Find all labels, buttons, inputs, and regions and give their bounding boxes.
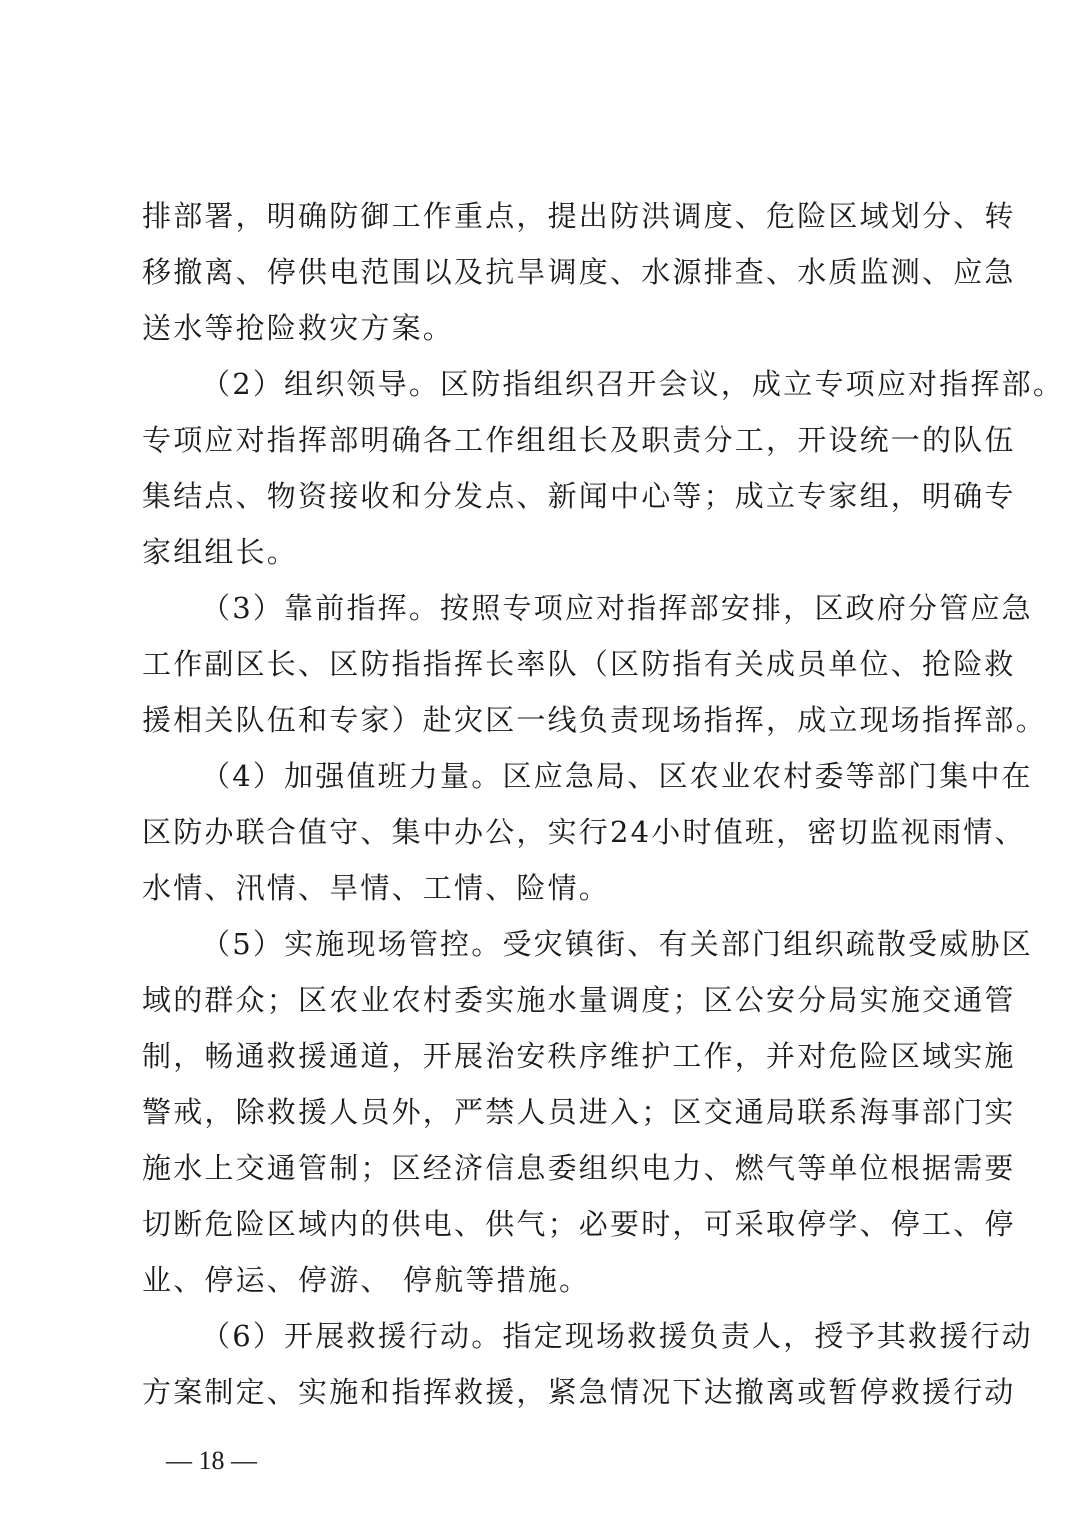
paragraph-3-line-1: （3）靠前指挥。按照专项应对指挥部安排，区政府分管应急	[201, 591, 1033, 625]
paragraph-4-line-1: （4）加强值班力量。区应急局、区农业农村委等部门集中在	[201, 759, 1033, 793]
paragraph-4-line-3: 水情、汛情、旱情、工情、险情。	[142, 871, 611, 905]
paragraph-5-line-1: （5）实施现场管控。受灾镇街、有关部门组织疏散受威胁区	[201, 927, 1033, 961]
paragraph-5-line-3: 制，畅通救援通道，开展治安秩序维护工作，并对危险区域实施	[142, 1039, 1016, 1073]
paragraph-2-line-3: 集结点、物资接收和分发点、新闻中心等；成立专家组，明确专	[142, 479, 1016, 513]
paragraph-5-line-7: 业、停运、停游、 停航等措施。	[142, 1263, 591, 1297]
paragraph-1-line-3: 送水等抢险救灾方案。	[142, 311, 455, 345]
paragraph-5-line-5: 施水上交通管制；区经济信息委组织电力、燃气等单位根据需要	[142, 1151, 1016, 1185]
paragraph-1-line-2: 移撤离、停供电范围以及抗旱调度、水源排查、水质监测、应急	[142, 255, 1016, 289]
paragraph-5-line-2: 域的群众；区农业农村委实施水量调度；区公安分局实施交通管	[142, 983, 1016, 1017]
paragraph-3-line-2: 工作副区长、区防指指挥长率队（区防指有关成员单位、抢险救	[142, 647, 1016, 681]
paragraph-2-line-4: 家组组长。	[142, 535, 299, 569]
paragraph-2-line-1: （2）组织领导。区防指组织召开会议，成立专项应对指挥部。	[201, 367, 1065, 401]
paragraph-3-line-3: 援相关队伍和专家）赴灾区一线负责现场指挥，成立现场指挥部。	[142, 703, 1047, 737]
paragraph-5-line-6: 切断危险区域内的供电、供气；必要时，可采取停学、停工、停	[142, 1207, 1016, 1241]
paragraph-2-line-2: 专项应对指挥部明确各工作组组长及职责分工，开设统一的队伍	[142, 423, 1016, 457]
paragraph-4-line-2: 区防办联合值守、集中办公，实行24小时值班，密切监视雨情、	[142, 815, 1026, 849]
paragraph-6-line-1: （6）开展救援行动。指定现场救援负责人，授予其救援行动	[201, 1319, 1033, 1353]
paragraph-1-line-1: 排部署，明确防御工作重点，提出防洪调度、危险区域划分、转	[142, 199, 1016, 233]
paragraph-5-line-4: 警戒，除救援人员外，严禁人员进入；区交通局联系海事部门实	[142, 1095, 1016, 1129]
paragraph-6-line-2: 方案制定、实施和指挥救援，紧急情况下达撤离或暂停救援行动	[142, 1375, 1016, 1409]
page-number: — 18 —	[166, 1446, 257, 1475]
